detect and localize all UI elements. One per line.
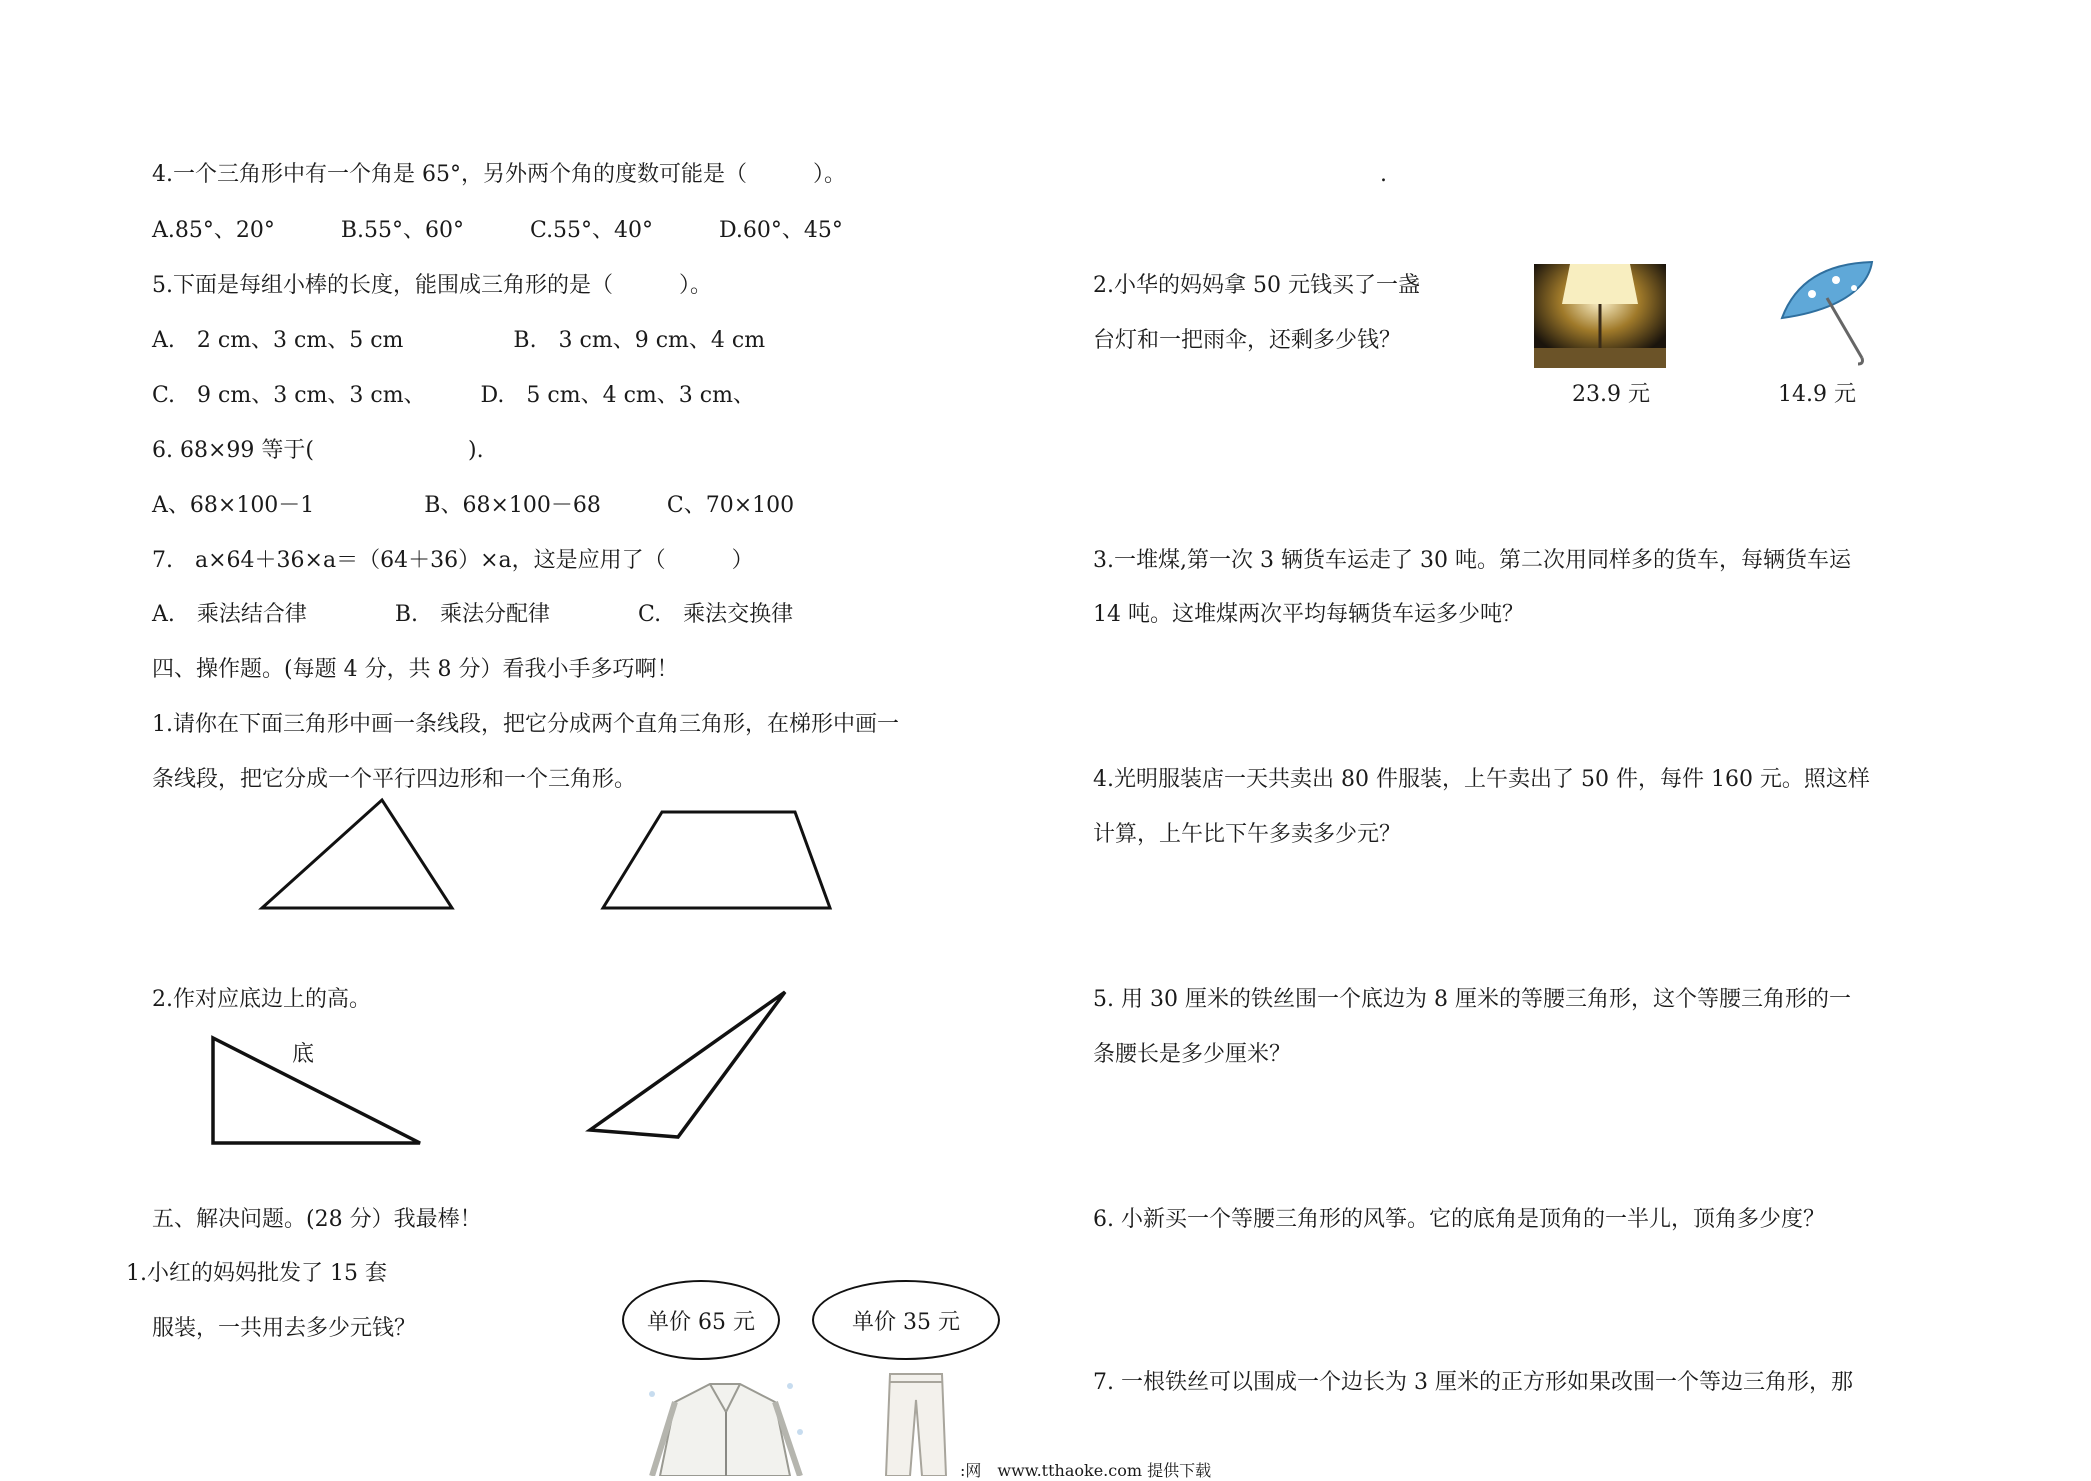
operation-1-line-2: 条线段，把它分成一个平行四边形和一个三角形。 [152,767,637,792]
umbrella-price: 14.9 元 [1778,382,1856,407]
problem-3-line-2: 14 吨。这堆煤两次平均每辆货车运多少吨？ [1093,602,1524,627]
problem-2-line-1: 2.小华的妈妈拿 50 元钱买了一盏 [1093,273,1420,298]
lamp-image [1534,264,1666,368]
pants-price: 单价 35 元 [852,1309,960,1335]
question-6-options: A、68×100－1 B、68×100－68 C、70×100 [152,493,795,518]
question-7: 7. a×64＋36×a＝（64＋36）×a，这是应用了（ ） [152,548,754,573]
question-5: 5.下面是每组小棒的长度，能围成三角形的是（ ）。 [152,273,712,298]
section-4-title: 四、操作题。(每题 4 分，共 8 分）看我小手多巧啊！ [152,657,679,682]
base-label: 底 [292,1042,315,1067]
umbrella-image [1772,258,1882,366]
problem-1-line-1: 1.小红的妈妈批发了 15 套 [126,1261,387,1286]
right-triangle-figure [213,1038,420,1143]
problem-2-line-2: 台灯和一把雨伞，还剩多少钱？ [1093,328,1402,353]
question-5-options-cd: C. 9 cm、3 cm、3 cm、 D. 5 cm、4 cm、3 cm、 [152,383,755,408]
jacket-price-ellipse [622,1280,780,1360]
question-4-options: A.85°、20° B.55°、60° C.55°、40° D.60°、45° [152,218,843,243]
lamp-price: 23.9 元 [1572,382,1650,407]
problem-6: 6. 小新买一个等腰三角形的风筝。它的底角是顶角的一半儿，顶角多少度？ [1093,1207,1825,1232]
pants-price-ellipse [812,1280,1000,1360]
triangle-figure [262,800,452,908]
trapezoid-figure [603,812,830,908]
question-4: 4.一个三角形中有一个角是 65°，另外两个角的度数可能是（ ）。 [152,162,846,187]
stray-dot: . [1380,162,1387,187]
footer-source: :网 www.tthaoke.com 提供下载 [960,1461,1212,1480]
question-7-options: A. 乘法结合律 B. 乘法分配律 C. 乘法交换律 [152,602,794,627]
problem-5-line-1: 5. 用 30 厘米的铁丝围一个底边为 8 厘米的等腰三角形，这个等腰三角形的一 [1093,987,1851,1012]
operation-1-line-1: 1.请你在下面三角形中画一条线段，把它分成两个直角三角形，在梯形中画一 [152,712,899,737]
pants-image [882,1370,950,1476]
problem-4-line-1: 4.光明服装店一天共卖出 80 件服装，上午卖出了 50 件，每件 160 元。照这样 [1093,767,1870,792]
obtuse-triangle-figure [590,992,785,1137]
problem-7: 7. 一根铁丝可以围成一个边长为 3 厘米的正方形如果改围一个等边三角形，那 [1093,1370,1853,1395]
problem-5-line-2: 条腰长是多少厘米？ [1093,1042,1292,1067]
question-6: 6. 68×99 等于( ). [152,438,484,463]
jacket-price: 单价 65 元 [647,1309,755,1335]
operation-2: 2.作对应底边上的高。 [152,987,371,1012]
problem-4-line-2: 计算，上午比下午多卖多少元？ [1093,822,1402,847]
problem-1-line-2: 服装，一共用去多少元钱？ [152,1316,417,1341]
section-5-title: 五、解决问题。(28 分）我最棒！ [152,1207,482,1232]
jacket-image [640,1372,812,1476]
question-5-options-ab: A. 2 cm、3 cm、5 cm B. 3 cm、9 cm、4 cm [152,328,766,353]
problem-3-line-1: 3.一堆煤,第一次 3 辆货车运走了 30 吨。第二次用同样多的货车，每辆货车运 [1093,548,1851,573]
